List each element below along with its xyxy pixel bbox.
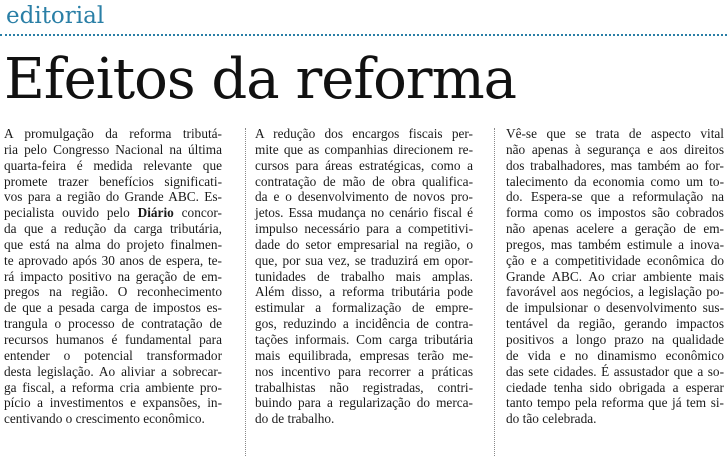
section-label: editorial (6, 3, 105, 29)
article-line: tunidades de trabalho mais amplas. (255, 268, 473, 284)
article-line: buindo para a regularização do merca- (255, 395, 473, 411)
article-line: tanto tempo pela reforma que já tem si- (506, 395, 724, 411)
article-line: impulso necessário para a competitivi- (255, 221, 473, 237)
article-column-1 (4, 126, 222, 427)
article-line: Grande ABC. Ao criar ambiente mais (506, 268, 724, 284)
article-line: jetos. Essa mudança no cenário fiscal é (255, 205, 473, 221)
article-line: das sete cidades. É assustador que a so- (506, 363, 724, 379)
article-line: que está na alma do projeto finalmen- (4, 236, 222, 252)
article-line: te aprovado após 30 anos de espera, te- (4, 252, 222, 268)
article-line: entender o potencial transformador (4, 347, 222, 363)
article-line: do. Espera-se que a reformulação na (506, 189, 724, 205)
section-divider (0, 34, 727, 36)
headline: Efeitos da reforma (4, 47, 517, 112)
article-line: do de trabalho. (255, 411, 335, 427)
article-line: tações informais. Com carga tributária (255, 331, 473, 347)
article-line: de vida e no dinamismo econômico (506, 347, 724, 363)
article-column-2 (255, 126, 473, 427)
article-line: gos, reduzindo a incidência de contra- (255, 316, 473, 332)
article-line: A redução dos encargos fiscais per- (255, 126, 473, 141)
article-line: promete trazer benefícios significati- (4, 173, 222, 189)
article-line: talecimento da economia como um to- (506, 173, 724, 189)
article-line: contratação de mão de obra qualifica- (255, 173, 473, 189)
article-line: A promulgação da reforma tributá- (4, 126, 222, 141)
article-line: recursos humanos é fundamental para (4, 331, 222, 347)
article-line: centivando o crescimento econômico. (4, 411, 205, 427)
article-line: Vê-se que se trata de aspecto vital (506, 126, 724, 141)
article-line: de impulsionar o desenvolvimento sus- (506, 300, 724, 316)
article-line: quarta-feira é medida relevante que (4, 157, 222, 173)
article-line: ção e a competitividade econômica do (506, 252, 724, 268)
article-line: favorável aos negócios, a legislação po- (506, 284, 724, 300)
article-line: não apenas à segurança e aos direitos (506, 141, 724, 157)
emphasis-text: Diário (137, 205, 174, 221)
article-line: não apenas acelere a geração de em- (506, 221, 724, 237)
article-body (0, 126, 727, 460)
article-line: da e o desenvolvimento de novos pro- (255, 189, 473, 205)
article-line: mite que as companhias direcionem re- (255, 141, 473, 157)
article-line: trabalhistas não registradas, contri- (255, 379, 473, 395)
article-line: ciedade tenha sido obrigada a esperar (506, 379, 724, 395)
article-line: ria pelo Congresso Nacional na última (4, 141, 222, 157)
article-line: Além disso, a reforma tributária pode (255, 284, 473, 300)
article-line: estimular a formalização de empre- (255, 300, 473, 316)
article-line: mais equilibrada, empresas terão me- (255, 347, 473, 363)
article-line: da que a redução da carga tributária, (4, 221, 222, 237)
article-line: positivos a longo prazo na qualidade (506, 331, 724, 347)
article-line: rá impacto positivo na geração de em- (4, 268, 222, 284)
article-line: nos incentivo para recorrer a práticas (255, 363, 473, 379)
article-line: que, por sua vez, se traduzirá em opor- (255, 252, 473, 268)
article-line: trangula o processo de contratação de (4, 316, 222, 332)
article-line: ga fiscal, a reforma cria ambiente pro- (4, 379, 222, 395)
article-line: pício a investimentos e expansões, in- (4, 395, 222, 411)
article-line: de que a pesada carga de impostos es- (4, 300, 222, 316)
article-line: dos trabalhadores, mas também ao for- (506, 157, 724, 173)
article-line: vos para a região do Grande ABC. Es- (4, 189, 222, 205)
article-line: desta legislação. Ao aliviar a sobrecar- (4, 363, 222, 379)
article-line: pregos na região. O reconhecimento (4, 284, 222, 300)
article-line: tentável da região, gerando impactos (506, 316, 724, 332)
article-line: pregos, mas também estimule a inova- (506, 236, 724, 252)
article-line: forma como os impostos são cobrados (506, 205, 724, 221)
article-line: do tão celebrada. (506, 411, 597, 427)
article-line: dade do setor empresarial na região, o (255, 236, 473, 252)
article-column-3 (506, 126, 724, 427)
article-line: pecialista ouvido pelo Diário concor- (4, 205, 222, 221)
article-line: cursos para áreas estratégicas, como a (255, 157, 473, 173)
